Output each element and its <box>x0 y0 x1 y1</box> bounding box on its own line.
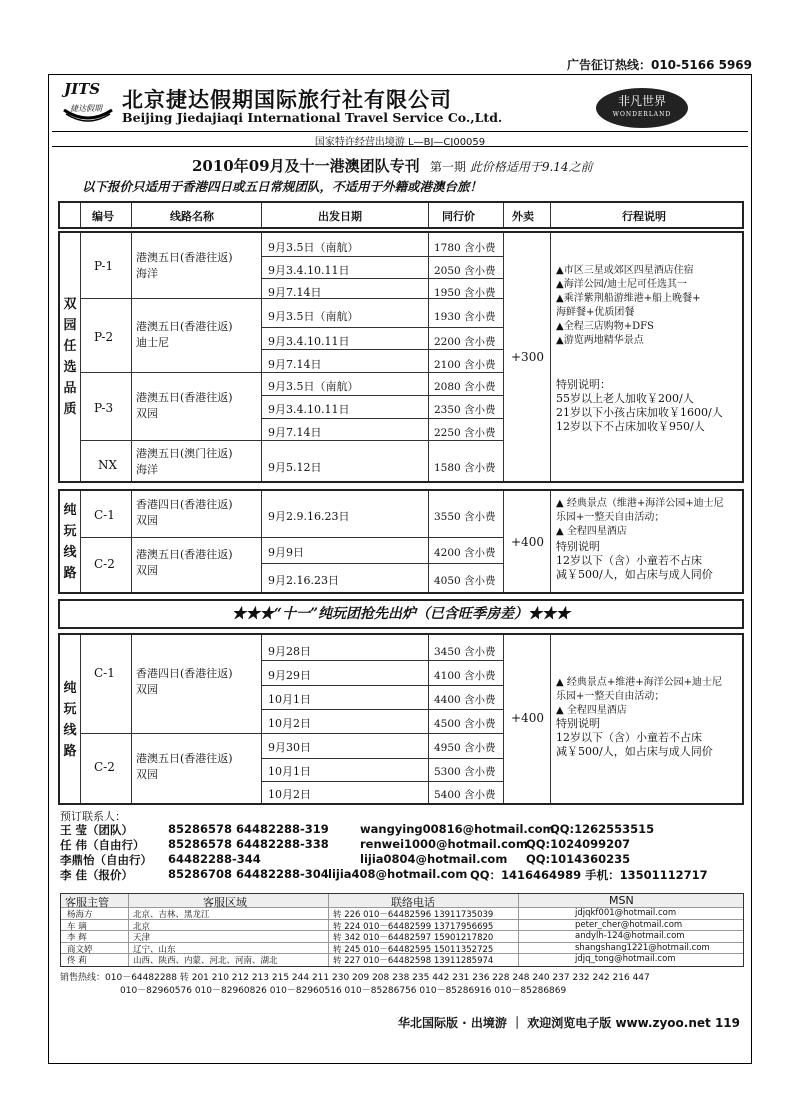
seal-en: WONDERLAND <box>612 111 672 118</box>
peer-price: 2100 含小费 <box>434 359 496 371</box>
departure-date: 10月1日 <box>268 765 311 778</box>
route-name: 港澳五日(香港往返) 迪士尼 <box>136 320 233 349</box>
divider <box>52 146 748 147</box>
itinerary: ▲市区三星或郊区四星酒店住宿 ▲海洋公园/迪士尼可任选其一 ▲乘洋紫荆船游维港+船上晚餐+ 海鲜餐+优质团餐 ▲全程三店购物+DFS ▲游览两地精华景点 <box>556 265 701 346</box>
national-day-banner: ★★★“十一”纯玩团抢先出炉（已含旺季房差）★★★ <box>58 599 744 629</box>
header-code: 编号 <box>92 210 114 223</box>
issue-number: 第一期 <box>430 160 467 174</box>
departure-date: 10月2日 <box>268 717 311 730</box>
company-en-name: Beijing Jiedajiaqi International Travel Service Co.,Ltd. <box>122 110 503 125</box>
route-code: C-2 <box>94 557 115 571</box>
departure-date: 9月2.9.16.23日 <box>268 510 350 523</box>
sales-hotlines: 销售热线：010－64482288 转 201 210 212 213 215 244 211 230 209 208 238 235 442 231 236 228 248 240 237 232 242 216 447 010－82960576 010－82960826 010－82960516 010－85286756 010－85286916 010－85286869 <box>60 973 650 996</box>
logo-text: JITS <box>64 80 101 98</box>
route-code: NX <box>98 458 118 472</box>
peer-price: 3450 含小费 <box>434 646 496 658</box>
departure-date: 9月3.5日（南航） <box>268 310 359 323</box>
peer-price: 2080 含小费 <box>434 381 496 393</box>
peer-price: 4200 含小费 <box>434 547 496 559</box>
peer-price: 4500 含小费 <box>434 718 496 730</box>
section-1-label: 双 园 任 选 品 质 <box>63 297 77 417</box>
peer-price: 1930 含小费 <box>434 311 496 323</box>
departure-date: 9月5.12日 <box>268 461 322 474</box>
route-code: P-1 <box>94 259 114 273</box>
peer-price: 5300 含小费 <box>434 766 496 778</box>
departure-date: 9月30日 <box>268 741 311 754</box>
peer-price: 4050 含小费 <box>434 575 496 587</box>
departure-date: 9月7.14日 <box>268 426 322 439</box>
addon-price: +300 <box>511 350 544 364</box>
peer-price: 4950 含小费 <box>434 742 496 754</box>
departure-date: 9月28日 <box>268 645 311 658</box>
cs-row: 佟 莉 山西、陕西、内蒙、河北、河南、湖北 转 227 010－64482598 13911285974 jdjq_tong@hotmail.com <box>61 954 743 966</box>
page-title: 2010年09月及十一港澳团队专刊 <box>192 157 420 175</box>
special-notes: 特别说明 12岁以下（含）小童若不占床 减￥500/人，如占床与成人同价 <box>556 540 713 581</box>
addon-price: +400 <box>511 535 544 549</box>
route-name: 港澳五日(香港往返) 双园 <box>136 391 233 420</box>
cs-row: 商文婷 辽宁、山东 转 245 010－64482595 15011352725 shangshang1221@hotmail.com <box>61 943 743 955</box>
ad-hotline: 广告征订热线：010-5166 5969 <box>566 58 752 72</box>
license: 国家特许经营出境游 L—BJ—CJ00059 <box>314 137 486 148</box>
departure-date: 9月3.5日（南航） <box>268 380 359 393</box>
departure-date: 9月9日 <box>268 546 304 559</box>
peer-price: 2200 含小费 <box>434 336 496 348</box>
header-price: 同行价 <box>442 210 475 223</box>
departure-date: 9月3.4.10.11日 <box>268 403 350 416</box>
departure-date: 9月7.14日 <box>268 358 322 371</box>
header-date: 出发日期 <box>318 210 362 223</box>
header-itinerary: 行程说明 <box>622 210 666 223</box>
contact-row: 李鼎怡（自由行） <box>60 853 152 867</box>
logo-subtext: 捷达假期 <box>70 104 102 113</box>
page-footer: 华北国际版 · 出境游 ｜ 欢迎浏览电子版 www.zyoo.net 119 <box>398 1016 740 1030</box>
peer-price: 2050 含小费 <box>434 265 496 277</box>
peer-price: 4100 含小费 <box>434 670 496 682</box>
itinerary: ▲ 经典景点（维港+海洋公园+迪士尼 乐园+一整天自由活动； ▲ 全程四星酒店 <box>556 498 724 537</box>
divider <box>52 131 748 132</box>
departure-date: 9月29日 <box>268 669 311 682</box>
header-addon: 外卖 <box>512 210 534 223</box>
peer-price: 5400 含小费 <box>434 789 496 801</box>
departure-date: 9月7.14日 <box>268 286 322 299</box>
cs-header-row: 客服主管 客服区域 联络电话 MSN <box>61 894 743 908</box>
peer-price: 1780 含小费 <box>434 242 496 254</box>
route-code: P-2 <box>94 330 114 344</box>
addon-price: +400 <box>511 711 544 725</box>
contact-row: 李 佳（报价） <box>60 868 134 882</box>
route-name: 港澳五日(香港往返) 双园 <box>136 752 233 781</box>
itinerary: ▲ 经典景点+维港+海洋公园+迪士尼 乐园+一整天自由活动； ▲ 全程四星酒店 <box>556 677 723 716</box>
notice: 以下报价只适用于香港四日或五日常规团队，不适用于外籍或港澳台旅！ <box>82 179 483 194</box>
wonderland-seal <box>596 88 688 128</box>
route-name: 港澳五日(香港往返) 海洋 <box>136 251 233 280</box>
section-2-label: 纯 玩 线 路 <box>63 503 77 581</box>
contact-row: 王 莹（团队） <box>60 823 134 837</box>
section-3-label: 纯 玩 线 路 <box>63 681 77 759</box>
peer-price: 1950 含小费 <box>434 287 496 299</box>
departure-date: 9月3.4.10.11日 <box>268 264 350 277</box>
seal-cn: 非凡世界 <box>617 94 666 108</box>
issue-note: 此价格适用于9.14之前 <box>469 160 593 174</box>
departure-date: 10月1日 <box>268 693 311 706</box>
peer-price: 2350 含小费 <box>434 404 496 416</box>
peer-price: 1580 含小费 <box>434 462 496 474</box>
departure-date: 10月2日 <box>268 788 311 801</box>
route-name: 港澳五日(澳门往返) 海洋 <box>136 447 233 476</box>
peer-price: 2250 含小费 <box>434 427 496 439</box>
cs-row: 车 璃 北京 转 224 010－64482599 13717956695 peter_cher@hotmail.com <box>61 920 743 932</box>
departure-date: 9月3.5日（南航） <box>268 241 359 254</box>
departure-date: 9月3.4.10.11日 <box>268 335 350 348</box>
route-code: P-3 <box>94 401 114 415</box>
route-name: 香港四日(香港往返) 双园 <box>136 498 233 527</box>
route-name: 香港四日(香港往返) 双园 <box>136 667 233 696</box>
peer-price: 3550 含小费 <box>434 511 496 523</box>
route-name: 港澳五日(香港往返) 双园 <box>136 548 233 577</box>
peer-price: 4400 含小费 <box>434 694 496 706</box>
special-notes: 特别说明 12岁以下（含）小童若不占床 减￥500/人，如占床与成人同价 <box>556 717 713 758</box>
company-cn-name: 北京捷达假期国际旅行社有限公司 <box>122 88 452 112</box>
route-code: C-2 <box>94 760 115 774</box>
route-code: C-1 <box>94 666 115 680</box>
departure-date: 9月2.16.23日 <box>268 574 339 587</box>
route-code: C-1 <box>94 508 115 522</box>
cs-row: 杨海方 北京、吉林、黑龙江 转 226 010－64482596 13911735039 jdjqkf001@hotmail.com <box>61 908 743 920</box>
contact-row: 任 伟（自由行） <box>60 838 145 852</box>
issue-info <box>430 158 593 175</box>
special-notes: 特别说明： 55岁以上老人加收￥200/人 21岁以下小孩占床加收￥1600/人 12岁以下不占床加收￥950/人 <box>556 378 723 433</box>
contacts-title: 预订联系人： <box>60 810 126 823</box>
header-route: 线路名称 <box>170 210 214 223</box>
cs-row: 李 辉 天津 转 342 010－64482597 15901217820 andylh-124@hotmail.com <box>61 931 743 943</box>
customer-service-table <box>60 893 744 967</box>
